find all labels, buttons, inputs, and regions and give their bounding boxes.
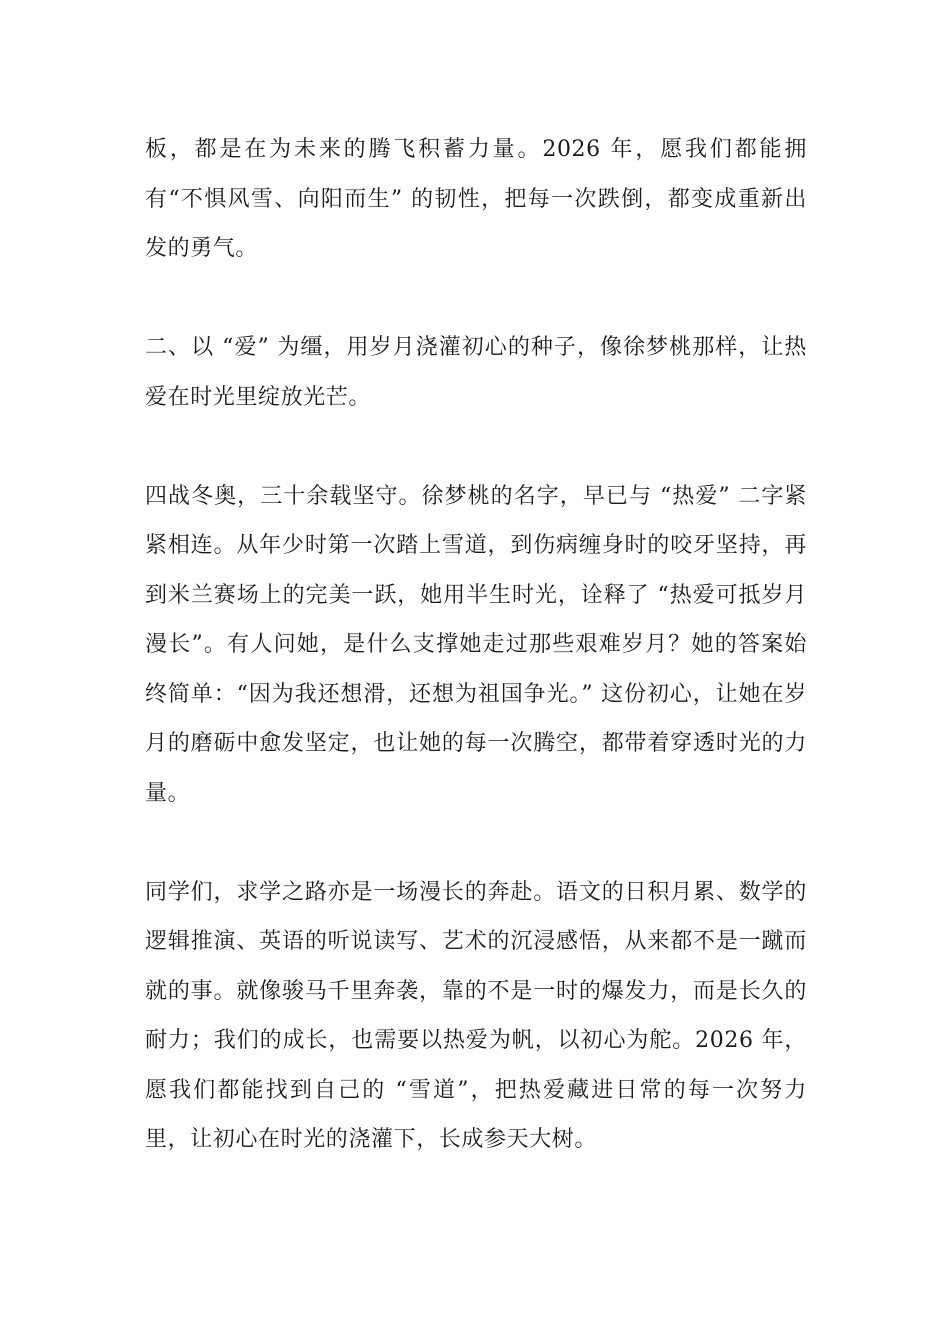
paragraph-xu-mengtao: 四战冬奥，三十余载坚守。徐梦桃的名字，早已与 “热爱” 二字紧紧相连。从年少时第一次踏上雪道，到伤病缠身时的咬牙坚持，再到米兰赛场上的完美一跃，她用半生时光，诠释了 “热爱可抵岁月漫长”。有人问她，是什么支撑她走过那些艰难岁月？她的答案始终简单：“因为我还想滑，还想为祖国争光。” 这份初心，让她在岁月的磨砺中愈发坚定，也让她的每一次腾空，都带着穿透时光的力量。 [145,483,807,806]
paragraph-gap [145,274,807,324]
document-body [145,125,807,1165]
paragraph-students: 同学们，求学之路亦是一场漫长的奔赴。语文的日积月累、数学的逻辑推演、英语的听说读写、艺术的沉浸感悟，从来都不是一蹴而就的事。就像骏马千里奔袭，靠的不是一时的爆发力，而是长久的耐力；我们的成长，也需要以热爱为帆，以初心为舵。2026 年，愿我们都能找到自己的 “雪道”，把热爱藏进日常的每一次努力里，让初心在时光的浇灌下，长成参天大树。 [145,879,807,1152]
section-heading-love: 二、以 “爱” 为缰，用岁月浇灌初心的种子，像徐梦桃那样，让热爱在时光里绽放光芒。 [145,335,807,410]
paragraph-continuation: 板，都是在为未来的腾飞积蓄力量。2026 年，愿我们都能拥有“不惧风雪、向阳而生” 的韧性，把每一次跌倒，都变成重新出发的勇气。 [145,137,807,261]
paragraph-gap [145,818,807,868]
paragraph-gap [145,422,807,472]
